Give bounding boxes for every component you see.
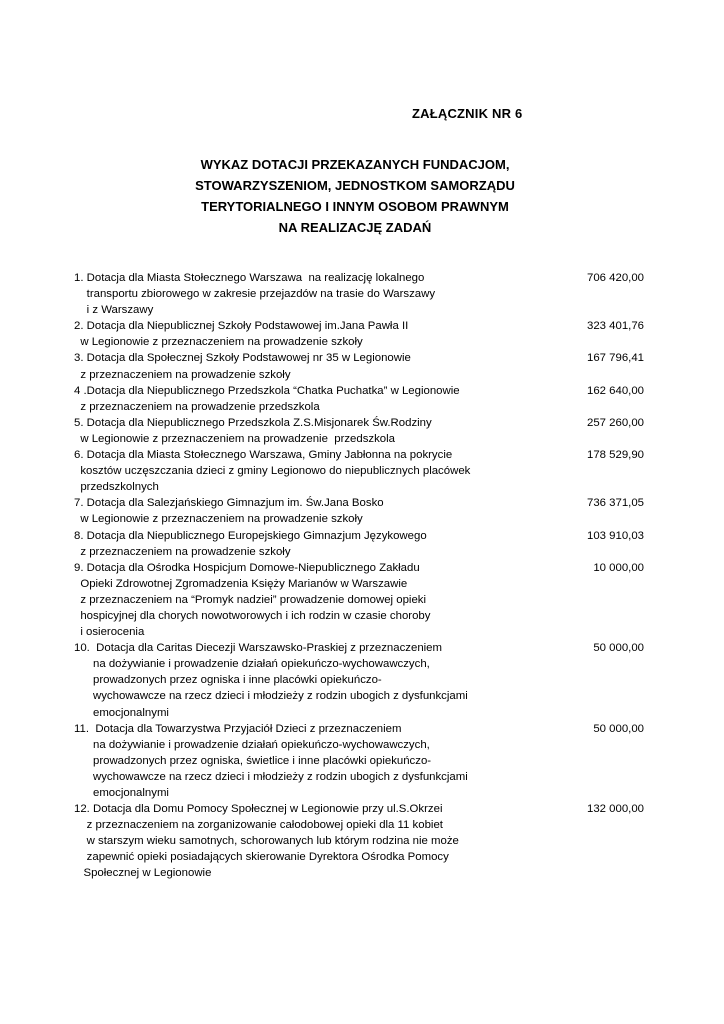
grant-description — [74, 560, 554, 640]
grant-amount: 178 529,90 — [586, 449, 644, 462]
grant-description-line: z przeznaczeniem na zorganizowanie całodobowej opieki dla 11 kobiet — [74, 819, 443, 832]
grant-item — [74, 350, 648, 382]
grant-amount: 323 401,76 — [586, 320, 644, 333]
grant-description-line: 7. Dotacja dla Salezjańskiego Gimnazjum im. Św.Jana Bosko — [74, 497, 384, 510]
grant-item — [74, 447, 648, 495]
grant-description-line: 6. Dotacja dla Miasta Stołecznego Warszawa, Gminy Jabłonna na pokrycie — [74, 449, 453, 462]
grant-description-line: z przeznaczeniem na prowadzenie szkoły — [74, 545, 291, 558]
grant-description-line: 8. Dotacja dla Niepublicznego Europejskiego Gimnazjum Językowego — [74, 529, 427, 542]
grant-description-line: prowadzonych przez ogniska, świetlice i inne placówki opiekuńczo- — [74, 754, 432, 767]
grant-item — [74, 270, 648, 318]
grant-description-line: kosztów uczęszczania dzieci z gminy Legionowo do niepublicznych placówek — [74, 465, 471, 478]
grant-description — [74, 447, 554, 495]
grant-item — [74, 383, 648, 415]
grant-amount: 50 000,00 — [593, 722, 644, 735]
grant-amount: 132 000,00 — [586, 803, 644, 816]
grant-description — [74, 383, 554, 415]
grant-description — [74, 350, 554, 382]
grant-amount: 10 000,00 — [593, 561, 644, 574]
document-title — [150, 154, 560, 238]
grant-description-line: w starszym wieku samotnych, schorowanych lub którym rodzina nie może — [74, 835, 459, 848]
grant-description-line: w Legionowie z przeznaczeniem na prowadzenie szkoły — [74, 513, 363, 526]
grant-description-line: 4 .Dotacja dla Niepublicznego Przedszkola “Chatka Puchatka” w Legionowie — [74, 384, 460, 397]
grant-description-line: z przeznaczeniem na “Promyk nadziei” prowadzenie domowej opieki — [74, 593, 427, 606]
grant-description-line: 2. Dotacja dla Niepublicznej Szkoły Podstawowej im.Jana Pawła II — [74, 320, 409, 333]
grant-description — [74, 495, 554, 527]
grant-description-line: z przeznaczeniem na prowadzenie przedszkola — [74, 400, 320, 413]
grant-amount: 257 260,00 — [586, 416, 644, 429]
grant-description — [74, 415, 554, 447]
title-line: WYKAZ DOTACJI PRZEKAZANYCH FUNDACJOM, — [200, 157, 510, 172]
grant-amount: 162 640,00 — [586, 384, 644, 397]
grant-description-line: Opieki Zdrowotnej Zgromadzenia Księży Marianów w Warszawie — [74, 577, 408, 590]
grant-description-line: w Legionowie z przeznaczeniem na prowadzenie przedszkola — [74, 432, 396, 445]
title-line: TERYTORIALNEGO I INNYM OSOBOM PRAWNYM — [201, 199, 509, 214]
grant-description-line: 3. Dotacja dla Społecznej Szkoły Podstawowej nr 35 w Legionowie — [74, 352, 411, 365]
grant-amount: 167 796,41 — [586, 352, 644, 365]
grant-description-line: wychowawcze na rzecz dzieci i młodzieży z rodzin ubogich z dysfunkcjami — [74, 690, 468, 703]
grant-description — [74, 528, 554, 560]
grant-description-line: 5. Dotacja dla Niepublicznego Przedszkola Z.S.Misjonarek Św.Rodziny — [74, 416, 432, 429]
grant-description-line: 1. Dotacja dla Miasta Stołecznego Warszawa na realizację lokalnego — [74, 272, 425, 284]
grant-description-line: i z Warszawy — [74, 304, 154, 317]
grant-item — [74, 801, 648, 881]
grant-item — [74, 721, 648, 801]
grant-description-line: transportu zbiorowego w zakresie przejazdów na trasie do Warszawy — [74, 288, 436, 301]
grant-description-line: 10. Dotacja dla Caritas Diecezji Warszawsko-Praskiej z przeznaczeniem — [74, 642, 443, 655]
grant-amount: 103 910,03 — [586, 529, 644, 542]
grant-description — [74, 640, 554, 720]
title-line: STOWARZYSZENIOM, JEDNOSTKOM SAMORZĄDU — [195, 178, 515, 193]
grant-item — [74, 560, 648, 640]
grant-description — [74, 801, 554, 881]
grant-description-line: Społecznej w Legionowie — [74, 867, 212, 880]
annex-label: ZAŁĄCZNIK NR 6 — [412, 106, 523, 121]
grant-description-line: zapewnić opieki posiadających skierowanie Dyrektora Ośrodka Pomocy — [74, 851, 449, 864]
title-line: NA REALIZACJĘ ZADAŃ — [278, 220, 432, 235]
grant-description — [74, 270, 554, 318]
grant-description-line: na dożywianie i prowadzenie działań opiekuńczo-wychowawczych, — [74, 738, 430, 751]
grant-item — [74, 640, 648, 720]
grant-amount: 736 371,05 — [586, 497, 644, 510]
grant-description-line: na dożywianie i prowadzenie działań opiekuńczo-wychowawczych, — [74, 658, 430, 671]
grant-description-line: emocjonalnymi — [74, 787, 169, 799]
grant-description-line: hospicyjnej dla chorych nowotworowych i ich rodzin w czasie choroby — [74, 609, 431, 622]
grant-description-line: 12. Dotacja dla Domu Pomocy Społecznej w Legionowie przy ul.S.Okrzei — [74, 803, 443, 816]
grant-description-line: przedszkolnych — [74, 481, 159, 494]
grant-description-line: 9. Dotacja dla Ośrodka Hospicjum Domowe-Niepublicznego Zakładu — [74, 561, 420, 574]
grant-list — [74, 270, 648, 882]
grant-item — [74, 415, 648, 447]
grant-description-line: emocjonalnymi — [74, 706, 169, 719]
grant-item — [74, 528, 648, 560]
grant-description — [74, 318, 554, 350]
grant-description — [74, 721, 554, 801]
grant-description-line: wychowawcze na rzecz dzieci i młodzieży z rodzin ubogich z dysfunkcjami — [74, 770, 468, 783]
grant-item — [74, 495, 648, 527]
grant-item — [74, 318, 648, 350]
grant-description-line: prowadzonych przez ogniska i inne placówki opiekuńczo- — [74, 674, 382, 687]
grant-description-line: z przeznaczeniem na prowadzenie szkoły — [74, 368, 291, 381]
grant-amount: 50 000,00 — [593, 642, 644, 655]
grant-description-line: w Legionowie z przeznaczeniem na prowadzenie szkoły — [74, 336, 363, 349]
grant-amount: 706 420,00 — [586, 272, 644, 284]
grant-description-line: i osierocenia — [74, 626, 145, 639]
grant-description-line: 11. Dotacja dla Towarzystwa Przyjaciół Dzieci z przeznaczeniem — [74, 722, 402, 735]
